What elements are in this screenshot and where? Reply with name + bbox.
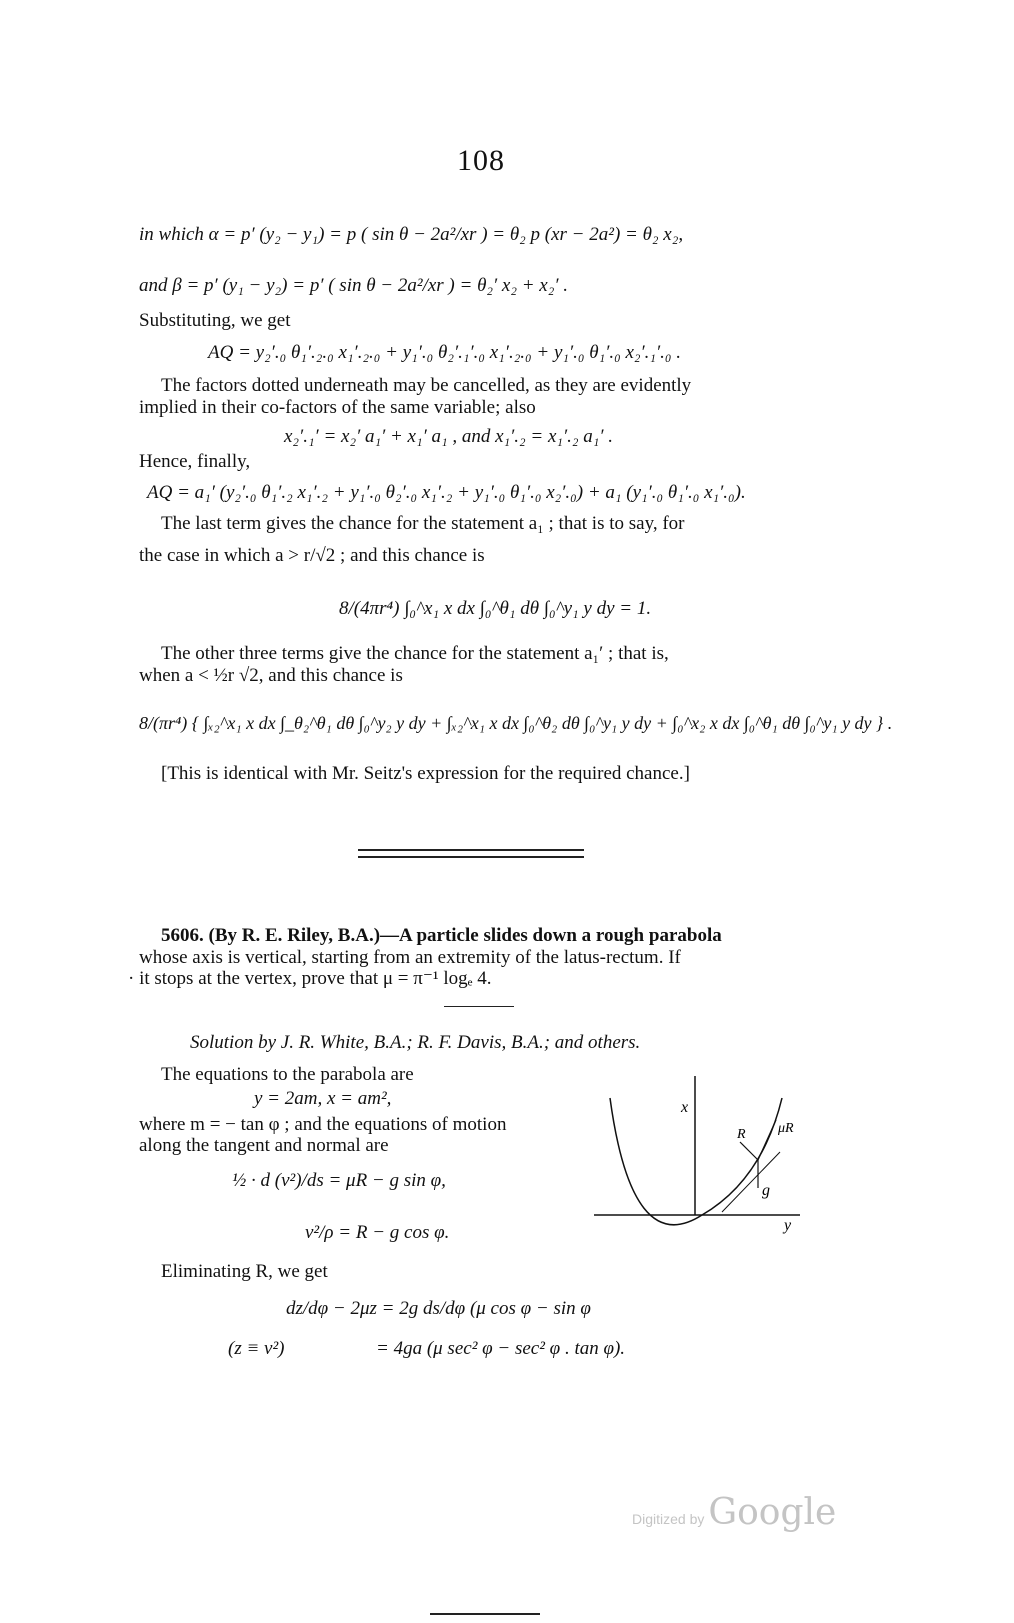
text-line: The factors dotted underneath may be cancelled, as they are evidently [161,375,692,396]
text-line: The equations to the parabola are [161,1064,414,1085]
solution-heading: Solution by J. R. White, B.A.; R. F. Davis, B.A.; and others. [190,1032,641,1053]
equation-condition: (z ≡ v²) [228,1338,285,1359]
text-line: when a < ½r √2, and this chance is [139,665,403,686]
watermark-prefix: Digitized by [632,1511,705,1527]
x-axis-label: x [681,1099,689,1116]
section-divider [358,849,584,851]
text-line: in which α = p′ (y₂ − y₁) = p ( sin θ − 2a²/xr ) = θ₂ p (xr − 2a²) = θ₂ x₂, [139,224,684,245]
question-line: whose axis is vertical, starting from an extremity of the latus-rectum. If [139,947,681,968]
equation: AQ = y₂′.₀ θ₁′.₂.₀ x₁′.₂.₀ + y₁′.₀ θ₂′.₁′.₀ x₁′.₂.₀ + y₁′.₀ θ₁′.₀ x₂′.₁′.₀ . [208,342,682,363]
equation: ½ · d (v²)/ds = μR − g sin φ, [232,1170,446,1191]
text-line: The other three terms give the chance for the statement a₁′ ; that is, [161,643,669,664]
question-line: 5606. (By R. E. Riley, B.A.)—A particle slides down a rough parabola [161,925,722,946]
equation: x₂′.₁′ = x₂′ a₁′ + x₁′ a₁ , and x₁′.₂ = x₁′.₂ a₁′ . [284,426,614,447]
friction-label: μR [778,1121,794,1136]
text-line: The last term gives the chance for the statement a₁ ; that is to say, for [161,513,685,534]
bottom-rule [430,1613,540,1615]
parabola-figure [592,1070,812,1240]
equation: dz/dφ − 2μz = 2g ds/dφ (μ cos φ − sin φ [286,1298,591,1319]
watermark [632,1492,836,1533]
short-divider [444,1006,514,1007]
text-line: Eliminating R, we get [161,1261,328,1282]
tangent-line [722,1152,780,1212]
text-line: implied in their co-factors of the same variable; also [139,397,536,418]
normal-arrow [740,1142,758,1160]
y-axis-label: y [784,1217,792,1234]
text-line: Hence, finally, [139,451,251,472]
equation: AQ = a₁′ (y₂′.₀ θ₁′.₂ x₁′.₂ + y₁′.₀ θ₂′.₀ x₁′.₂ + y₁′.₀ θ₁′.₀ x₂′.₀) + a₁ (y₁′.₀ θ₁′.₀ x₁′.₀). [147,482,746,503]
google-logo: Google [708,1492,837,1533]
text-line: Substituting, we get [139,310,291,331]
parabola-curve [610,1098,782,1225]
text-line: [This is identical with Mr. Seitz's expression for the required chance.] [161,763,690,784]
text-line: where m = − tan φ ; and the equations of motion [139,1114,507,1135]
question-line: · it stops at the vertex, prove that μ = π⁻¹ logₑ 4. [128,968,492,989]
friction-arrow [758,1120,776,1160]
gravity-label: g [762,1182,770,1199]
text-line: along the tangent and normal are [139,1135,389,1156]
text-line: and β = p′ (y₁ − y₂) = p′ ( sin θ − 2a²/xr ) = θ₂′ x₂ + x₂′ . [139,275,568,296]
normal-reaction-label: R [737,1127,746,1142]
equation: y = 2am, x = am², [254,1088,392,1109]
equation: = 4ga (μ sec² φ − sec² φ . tan φ). [376,1338,626,1359]
text-line: the case in which a > r/√2 ; and this chance is [139,545,485,566]
page-number: 108 [457,144,505,177]
equation: 8/(πr⁴) { ∫ₓ₂^x₁ x dx ∫_θ₂^θ₁ dθ ∫₀^y₂ y dy + ∫ₓ₂^x₁ x dx ∫₀^θ₂ dθ ∫₀^y₁ y dy + ∫₀^x₂ x dx ∫₀^θ₁ dθ ∫₀^y₁ y dy } . [139,713,893,733]
section-divider [358,856,584,858]
equation: v²/ρ = R − g cos φ. [305,1222,450,1243]
equation: 8/(4πr⁴) ∫₀^x₁ x dx ∫₀^θ₁ dθ ∫₀^y₁ y dy = 1. [339,598,652,619]
